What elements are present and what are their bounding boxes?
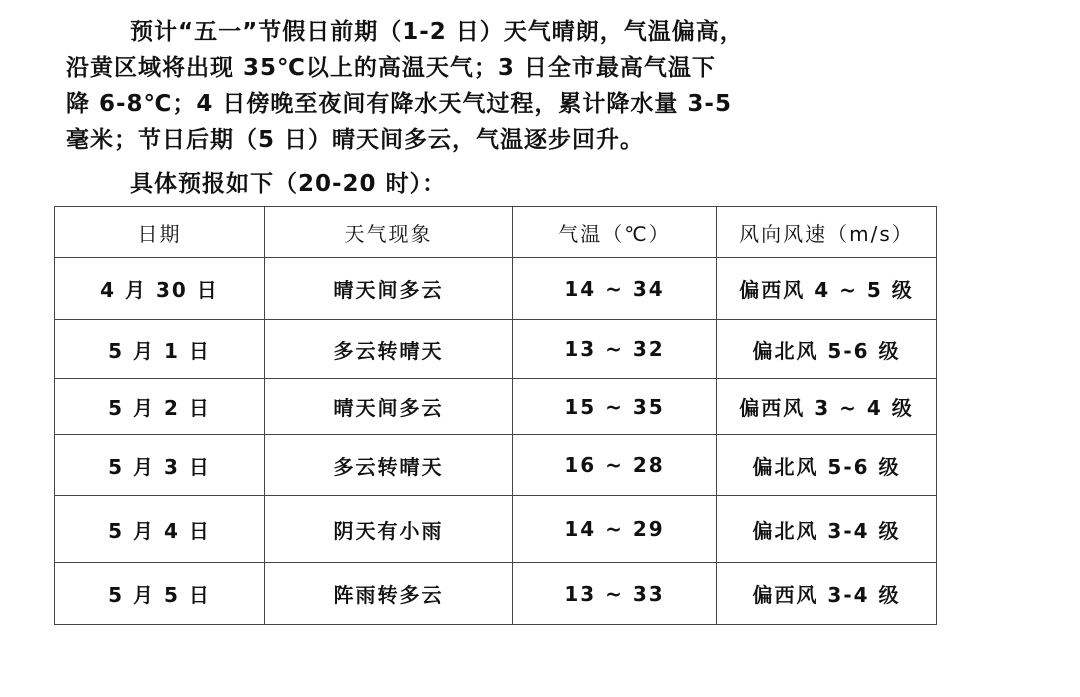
cell-date: 5 月 4 日 — [55, 496, 265, 563]
table-row — [55, 320, 937, 379]
cell-temperature: 13 ~ 33 — [513, 563, 717, 625]
cell-temperature: 13 ~ 32 — [513, 320, 717, 379]
table-row — [55, 496, 937, 563]
table-intro: 具体预报如下（20-20 时）： — [130, 171, 447, 197]
table-row — [55, 435, 937, 496]
header-wind: 风向风速（m/s） — [717, 207, 937, 258]
table-header-row — [55, 207, 937, 258]
table-row — [55, 258, 937, 320]
cell-temperature: 14 ~ 29 — [513, 496, 717, 563]
cell-date: 5 月 2 日 — [55, 379, 265, 435]
paragraph-line-1: 预计“五一”节假日前期（1-2 日）天气晴朗，气温偏高， — [130, 19, 744, 45]
paragraph-line-4: 毫米；节日后期（5 日）晴天间多云，气温逐步回升。 — [66, 127, 645, 153]
cell-date: 5 月 1 日 — [55, 320, 265, 379]
cell-date: 5 月 5 日 — [55, 563, 265, 625]
cell-wind: 偏北风 5-6 级 — [717, 435, 937, 496]
cell-wind: 偏西风 3-4 级 — [717, 563, 937, 625]
header-temperature: 气温（℃） — [513, 207, 717, 258]
cell-date: 5 月 3 日 — [55, 435, 265, 496]
paragraph-line-3: 降 6-8℃；4 日傍晚至夜间有降水天气过程，累计降水量 3-5 — [66, 91, 732, 117]
cell-temperature: 16 ~ 28 — [513, 435, 717, 496]
table-row — [55, 563, 937, 625]
cell-wind: 偏北风 5-6 级 — [717, 320, 937, 379]
cell-weather: 阵雨转多云 — [265, 563, 513, 625]
cell-weather: 多云转晴天 — [265, 435, 513, 496]
cell-wind: 偏西风 3 ~ 4 级 — [717, 379, 937, 435]
cell-temperature: 15 ~ 35 — [513, 379, 717, 435]
forecast-paragraph — [66, 14, 926, 158]
cell-temperature: 14 ~ 34 — [513, 258, 717, 320]
table-row — [55, 379, 937, 435]
cell-weather: 晴天间多云 — [265, 258, 513, 320]
header-weather: 天气现象 — [265, 207, 513, 258]
header-date: 日期 — [55, 207, 265, 258]
cell-weather: 晴天间多云 — [265, 379, 513, 435]
cell-weather: 多云转晴天 — [265, 320, 513, 379]
cell-wind: 偏西风 4 ~ 5 级 — [717, 258, 937, 320]
paragraph-line-2: 沿黄区域将出现 35℃以上的高温天气；3 日全市最高气温下 — [66, 55, 716, 81]
cell-wind: 偏北风 3-4 级 — [717, 496, 937, 563]
cell-weather: 阴天有小雨 — [265, 496, 513, 563]
cell-date: 4 月 30 日 — [55, 258, 265, 320]
forecast-table — [54, 206, 937, 625]
